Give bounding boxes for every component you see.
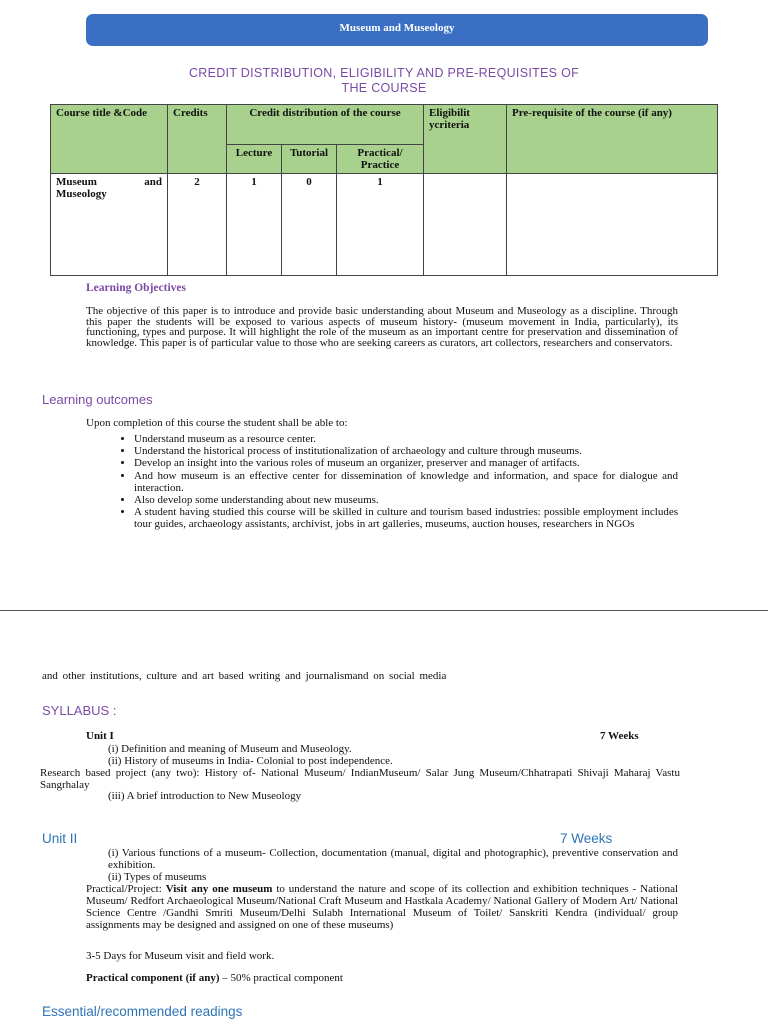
unit2-project	[86, 883, 678, 931]
page-break-divider	[0, 610, 768, 611]
unit1-item-1: (i) Definition and meaning of Museum and Museology.	[108, 743, 352, 755]
list-item: • Develop an insight into the various roles of museum an organizer, preserver and manager of artifacts.	[134, 457, 678, 469]
section-title-line-2: THE COURSE	[341, 81, 427, 95]
cell-eligibility	[424, 174, 507, 276]
header-tutorial: Tutorial	[282, 145, 337, 174]
unit1-weeks: 7 Weeks	[600, 730, 639, 742]
course-title-banner: Museum and Museology	[86, 14, 708, 46]
section-title-line-1: CREDIT DISTRIBUTION, ELIGIBILITY AND PRE-REQUISITES OF	[188, 66, 580, 80]
cell-course-title: Museum and Museology	[51, 174, 168, 276]
header-credits: Credits	[168, 105, 227, 174]
unit2-item-1: (i) Various functions of a museum- Collection, documentation (manual, digital and photographic), preventive conservation and exhibition.	[108, 847, 678, 871]
header-practical: Practical/ Practice	[337, 145, 424, 174]
learning-objectives-heading: Learning Objectives	[86, 282, 186, 294]
syllabus-heading: SYLLABUS :	[42, 703, 117, 718]
list-item: • Understand the historical process of institutionalization of archaeology and culture through museums.	[134, 445, 678, 457]
practical-component	[86, 972, 343, 984]
header-lecture: Lecture	[227, 145, 282, 174]
cell-prerequisite	[507, 174, 718, 276]
readings-heading: Essential/recommended readings	[42, 1004, 243, 1019]
practical-component-label: Practical component (if any)	[86, 972, 220, 984]
header-eligibility: Eligibilit ycriteria	[424, 105, 507, 174]
cell-practical: 1	[337, 174, 424, 276]
header-course-title: Course title &Code	[51, 105, 168, 174]
list-item: • And how museum is an effective center for dissemination of knowledge and information, and space for dialogue and interaction.	[134, 470, 678, 494]
unit2-title: Unit II	[42, 831, 78, 846]
unit2-days: 3-5 Days for Museum visit and field work.	[86, 950, 275, 962]
learning-outcomes-heading: Learning outcomes	[42, 392, 153, 407]
continuation-text: and other institutions, culture and art based writing and journalismand on social media	[42, 670, 447, 682]
header-credit-distribution: Credit distribution of the course	[227, 105, 424, 145]
unit1-project: Research based project (any two): History of- National Museum/ IndianMuseum/ Salar Jung Museum/Chhatrapati Shivaji Maharaj Vastu Sangrhalay	[40, 767, 680, 791]
unit2-project-highlight: Visit any one museum	[165, 883, 273, 895]
cell-credits: 2	[168, 174, 227, 276]
unit1-item-2: (ii) History of museums in India- Colonial to post independence.	[108, 755, 393, 767]
list-item: • A student having studied this course will be skilled in culture and tourism based industries: possible employment includes tour guides, archaeology assistants, archivist, jobs in art galleries, museums, auction houses, researchers in NGOs	[134, 506, 678, 530]
unit1-item-3: (iii) A brief introduction to New Museology	[108, 790, 302, 802]
practical-component-text: – 50% practical component	[219, 972, 343, 984]
credit-distribution-table	[50, 104, 718, 276]
header-prerequisite: Pre-requisite of the course (if any)	[507, 105, 718, 174]
unit1-title: Unit I	[86, 730, 114, 742]
cell-lecture: 1	[227, 174, 282, 276]
outcomes-list	[86, 433, 678, 531]
list-item: • Also develop some understanding about new museums.	[134, 494, 678, 506]
unit2-project-text: to understand the nature and scope of its collection and exhibition techniques - National Museum/ Redfort Archaeological Museum/National Craft Museum and Hastkala Academy/ National Gallery of Modern Art/ National Science Centre /Gandhi Smriti Museum/Delhi Sulabh International Museum of Toilet/ Sanskriti Kendra (individual/ group assignments may be designed and assigned on one of these museums)	[86, 883, 679, 931]
learning-objectives-text: The objective of this paper is to introduce and provide basic understanding about Museum and Museology as a discipline. Through this paper the students will be exposed to various aspects of museum history- (museum movement in India, particularly), its functioning, types and purpose. It will highlight the role of the museum as an important centre for preservation and dissemination of knowledge. This paper is of particular value to those who are seeking careers as curators, art collectors, researchers and conservators.	[86, 305, 678, 349]
outcomes-intro: Upon completion of this course the student shall be able to:	[86, 417, 348, 429]
unit2-project-label: Practical/Project:	[86, 883, 166, 895]
unit2-item-2: (ii) Types of museums	[108, 871, 207, 883]
unit2-weeks: 7 Weeks	[560, 831, 613, 846]
list-item: • Understand museum as a resource center.	[134, 433, 678, 445]
cell-tutorial: 0	[282, 174, 337, 276]
